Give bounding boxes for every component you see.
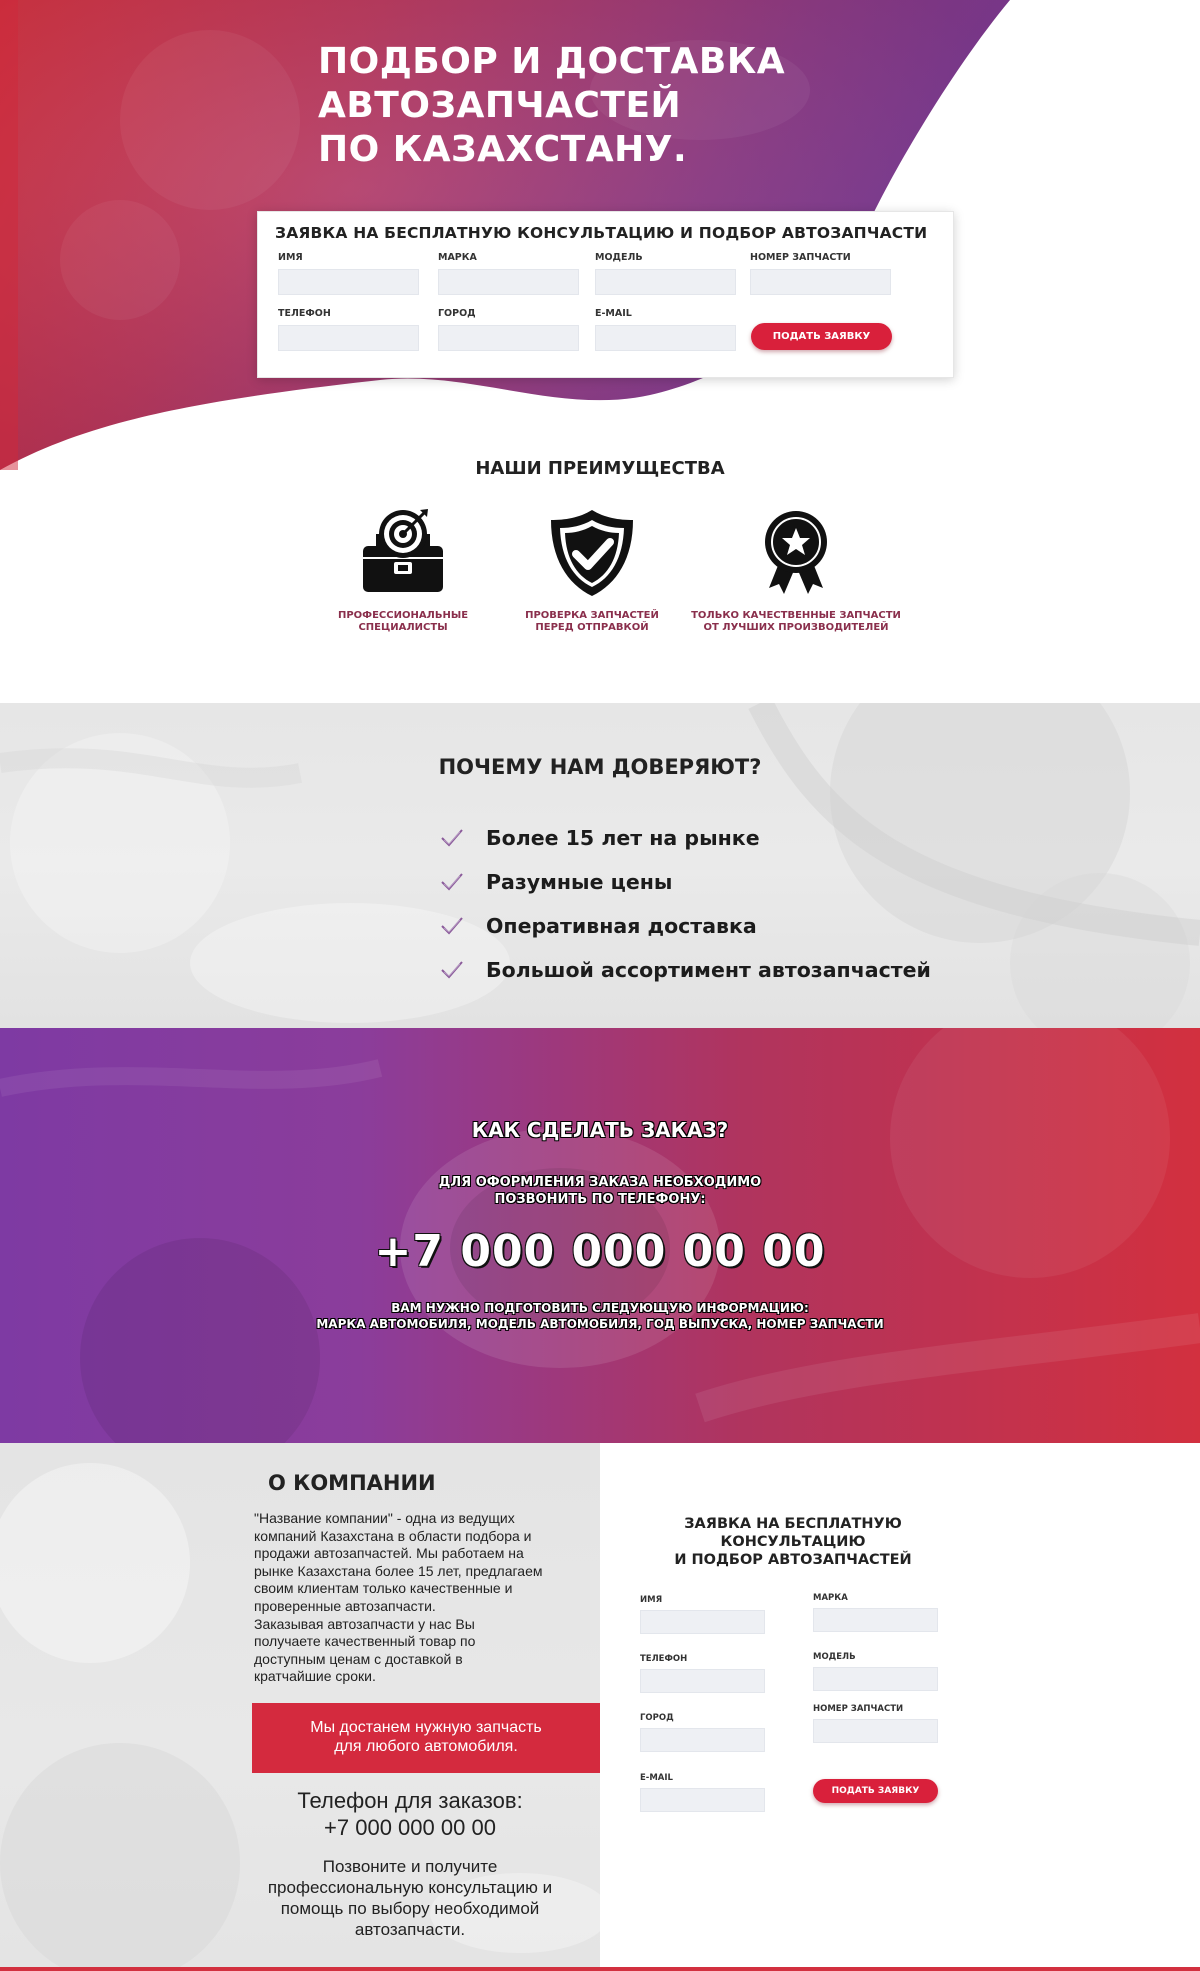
about-banner: Мы достанем нужную запчасть для любого автомобиля. — [252, 1703, 600, 1773]
trust-item-text: Разумные цены — [486, 870, 673, 894]
hero-title-line: АВТОЗАПЧАСТЕЙ — [318, 85, 682, 126]
hero-title-line: ПО КАЗАХСТАНУ. — [318, 129, 688, 170]
advantages-title: НАШИ ПРЕИМУЩЕСТВА — [475, 458, 725, 479]
phone-field-group — [278, 308, 419, 351]
about-call-to-action: Позвоните и получите профессиональную консультацию и помощь по выбору необходимой автозапчасти. — [267, 1857, 553, 1939]
about-description: "Название компании" - одна из ведущих компаний Казахстана в области подбора и продажи автозапчастей. Мы работаем на рынке Казахстана более 15 лет, предлагаем своим клиентам только качественные и проверенные автозапчасти. Заказывая автозапчасти у нас Вы получаете качественный товар по доступным ценам с доставкой в кратчайшие сроки. — [254, 1510, 543, 1685]
name-field-group — [278, 252, 419, 295]
name-label: ИМЯ — [278, 252, 303, 263]
model-input[interactable] — [595, 269, 736, 295]
part-number-label: НОМЕР ЗАПЧАСТИ — [750, 252, 851, 263]
checkmark-icon — [440, 872, 464, 892]
brand-input[interactable] — [438, 269, 579, 295]
about-section — [0, 1443, 600, 1971]
part-number-field-group — [813, 1704, 938, 1743]
checkmark-icon — [440, 960, 464, 980]
advantage-item — [293, 508, 513, 634]
submit-request-button[interactable]: ПОДАТЬ ЗАЯВКУ — [751, 323, 892, 350]
order-section — [0, 1028, 1200, 1443]
footer-accent-bar — [0, 1967, 1200, 1971]
trust-section — [0, 703, 1200, 1028]
model-field-group — [813, 1652, 938, 1691]
email-input[interactable] — [640, 1788, 765, 1812]
briefcase-target-icon — [358, 508, 448, 598]
advantage-item — [482, 508, 702, 634]
email-field-group — [595, 308, 736, 351]
order-info: ВАМ НУЖНО ПОДГОТОВИТЬ СЛЕДУЮЩУЮ ИНФОРМАЦИЮ: МАРКА АВТОМОБИЛЯ, МОДЕЛЬ АВТОМОБИЛЯ, ГОД ВЫПУСКА, НОМЕР ЗАПЧАСТИ — [316, 1301, 884, 1331]
city-label: ГОРОД — [640, 1713, 674, 1723]
city-field-group — [640, 1713, 765, 1752]
hero-title — [318, 40, 838, 172]
form-title: ЗАЯВКА НА БЕСПЛАТНУЮ КОНСУЛЬТАЦИЮ И ПОДБОР АВТОЗАПЧАСТИ — [275, 224, 928, 242]
phone-input[interactable] — [640, 1669, 765, 1693]
about-title: О КОМПАНИИ — [268, 1471, 436, 1495]
part-number-input[interactable] — [750, 269, 891, 295]
order-subtitle: ДЛЯ ОФОРМЛЕНИЯ ЗАКАЗА НЕОБХОДИМО ПОЗВОНИТЬ ПО ТЕЛЕФОНУ: — [438, 1175, 762, 1207]
part-number-label: НОМЕР ЗАПЧАСТИ — [813, 1704, 904, 1714]
trust-item-text: Оперативная доставка — [486, 914, 757, 938]
email-label: E-MAIL — [595, 308, 632, 319]
trust-item-text: Более 15 лет на рынке — [486, 826, 760, 850]
advantage-caption: ПРОФЕССИОНАЛЬНЫЕ СПЕЦИАЛИСТЫ — [337, 610, 469, 633]
trust-list-item — [440, 904, 931, 948]
order-phone-link[interactable]: +7 000 000 00 00 — [374, 1226, 826, 1277]
model-field-group — [595, 252, 736, 295]
trust-title: ПОЧЕМУ НАМ ДОВЕРЯЮТ? — [438, 755, 762, 779]
trust-item-text: Большой ассортимент автозапчастей — [486, 958, 931, 982]
phone-input[interactable] — [278, 325, 419, 351]
name-label: ИМЯ — [640, 1595, 663, 1605]
order-title: КАК СДЕЛАТЬ ЗАКАЗ? — [471, 1118, 729, 1142]
phone-field-group — [640, 1654, 765, 1693]
trust-list-item — [440, 860, 931, 904]
city-input[interactable] — [640, 1728, 765, 1752]
phone-label: ТЕЛЕФОН — [640, 1654, 688, 1664]
shield-check-icon — [547, 508, 637, 598]
city-field-group — [438, 308, 579, 351]
consultation-form-section — [600, 1443, 1200, 1971]
hero-section — [0, 0, 1200, 470]
part-number-input[interactable] — [813, 1719, 938, 1743]
award-star-icon — [751, 508, 841, 598]
name-input[interactable] — [278, 269, 419, 295]
form-title: ЗАЯВКА НА БЕСПЛАТНУЮ КОНСУЛЬТАЦИЮ И ПОДБОР АВТОЗАПЧАСТЕЙ — [674, 1516, 912, 1568]
name-input[interactable] — [640, 1610, 765, 1634]
advantage-caption: ТОЛЬКО КАЧЕСТВЕННЫЕ ЗАПЧАСТИ ОТ ЛУЧШИХ ПРОИЗВОДИТЕЛЕЙ — [691, 610, 901, 633]
brand-input[interactable] — [813, 1608, 938, 1632]
brand-label: МАРКА — [813, 1593, 848, 1603]
email-field-group — [640, 1773, 765, 1812]
phone-label: ТЕЛЕФОН — [278, 308, 331, 319]
brand-field-group — [813, 1593, 938, 1632]
checkmark-icon — [440, 828, 464, 848]
about-order-phone: Телефон для заказов: +7 000 000 00 00 — [297, 1788, 523, 1840]
email-input[interactable] — [595, 325, 736, 351]
city-input[interactable] — [438, 325, 579, 351]
city-label: ГОРОД — [438, 308, 476, 319]
part-number-field-group — [750, 252, 891, 295]
advantage-item — [686, 508, 906, 634]
submit-request-button[interactable]: ПОДАТЬ ЗАЯВКУ — [813, 1779, 938, 1803]
hero-title-line: ПОДБОР И ДОСТАВКА — [318, 41, 786, 82]
trust-list-item — [440, 816, 931, 860]
email-label: E-MAIL — [640, 1773, 673, 1783]
model-label: МОДЕЛЬ — [595, 252, 643, 263]
trust-list — [440, 816, 931, 992]
brand-label: МАРКА — [438, 252, 477, 263]
checkmark-icon — [440, 916, 464, 936]
model-label: МОДЕЛЬ — [813, 1652, 856, 1662]
brand-field-group — [438, 252, 579, 295]
advantage-caption: ПРОВЕРКА ЗАПЧАСТЕЙ ПЕРЕД ОТПРАВКОЙ — [525, 610, 659, 633]
consultation-form — [257, 211, 954, 378]
model-input[interactable] — [813, 1667, 938, 1691]
name-field-group — [640, 1595, 765, 1634]
trust-list-item — [440, 948, 931, 992]
